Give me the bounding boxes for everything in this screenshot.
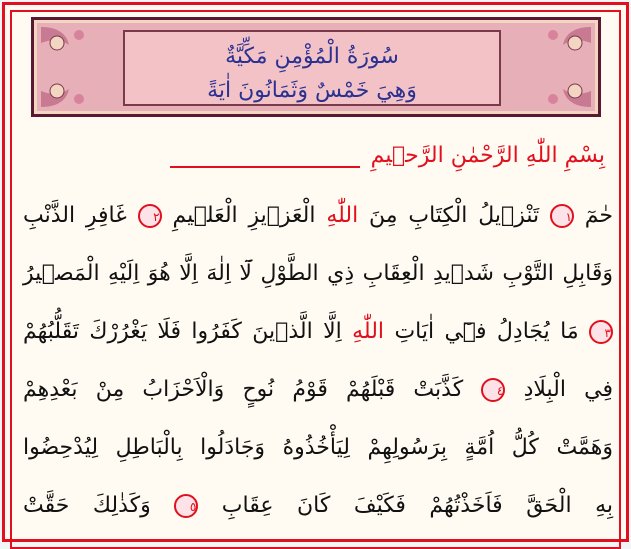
- verse-text: غَافِرِ الذَّنْبِ: [23, 203, 127, 228]
- verse-text: حٰمٓ: [584, 203, 614, 228]
- bismillah-underline: [170, 163, 360, 171]
- verse-text: وَهَمَّتْ كُلُّ اُمَّةٍ بِرَسُولِهِمْ لِيَأْخُذُوهُ وَجَادَلُوا بِالْبَاطِلِ لِيُدْحِضُوا: [23, 435, 613, 460]
- ayah-number-marker: ٥: [174, 494, 198, 518]
- ayah-number-marker: ٢: [138, 204, 162, 228]
- ayah-number-marker: ٤: [481, 378, 505, 402]
- verse-lines: [23, 191, 613, 539]
- verse-text: الْعَز۪يزِ الْعَل۪يمِ: [172, 203, 316, 228]
- verse-line: [23, 191, 613, 249]
- verse-line: [23, 423, 613, 481]
- ayah-number-marker: ١: [550, 204, 574, 228]
- mushaf-page: [2, 2, 629, 542]
- surah-verse-count: وَهِيَ خَمْسٌ وَثَمَانُونَ اٰيَةً: [207, 78, 417, 103]
- surah-title-panel: [123, 30, 501, 106]
- verse-text: وَكَذٰلِكَ حَقَّتْ: [23, 493, 151, 518]
- floral-ornament-icon: [39, 25, 101, 65]
- bismillah-text: بِسْمِ اللّٰهِ الرَّحْمٰنِ الرَّح۪يمِ: [370, 143, 605, 168]
- surah-title: سُورَةُ الْمُؤْمِنِ مَكِّيَّةٌ: [225, 44, 399, 69]
- floral-ornament-icon: [39, 69, 101, 109]
- verse-line: [23, 481, 613, 539]
- ayah-number-marker: ٣: [589, 320, 613, 344]
- verse-line: [23, 249, 613, 307]
- surah-header: [31, 17, 601, 117]
- verse-text: كَذَّبَتْ قَبْلَهُمْ قَوْمُ نُوحٍ وَالْاَحْزَابُ مِنْ بَعْدِهِمْ: [23, 377, 464, 402]
- verse-text: تَنْز۪يلُ الْكِتَابِ مِنَ: [369, 203, 540, 228]
- verse-text: فِي الْبِلَادِ: [523, 377, 613, 402]
- verse-line: [23, 365, 613, 423]
- floral-ornament-icon: [531, 69, 593, 109]
- verse-text: وَقَابِلِ التَّوْبِ شَد۪يدِ الْعِقَابِ ذِي الطَّوْلِ لَٓا اِلٰهَ اِلَّا هُوَ اِلَيْهِ الْمَص۪يرُ: [23, 261, 613, 286]
- verse-text: اِلَّا الَّذ۪ينَ كَفَرُوا فَلَا يَغْرُرْكَ تَقَلُّبُهُمْ: [23, 319, 342, 344]
- floral-ornament-icon: [531, 25, 593, 65]
- surah-header-frame: [34, 20, 598, 114]
- verse-text: بِهِ الْحَقَّ فَاَخَذْتُهُمْ فَكَيْفَ كَانَ عِقَابِ: [221, 493, 613, 518]
- divine-name: اللّٰهِ: [326, 203, 359, 228]
- verse-line: [23, 307, 613, 365]
- divine-name: اللّٰهِ: [352, 319, 385, 344]
- verse-text: مَا يُجَادِلُ ف۪ٓي اٰيَاتِ: [394, 319, 579, 344]
